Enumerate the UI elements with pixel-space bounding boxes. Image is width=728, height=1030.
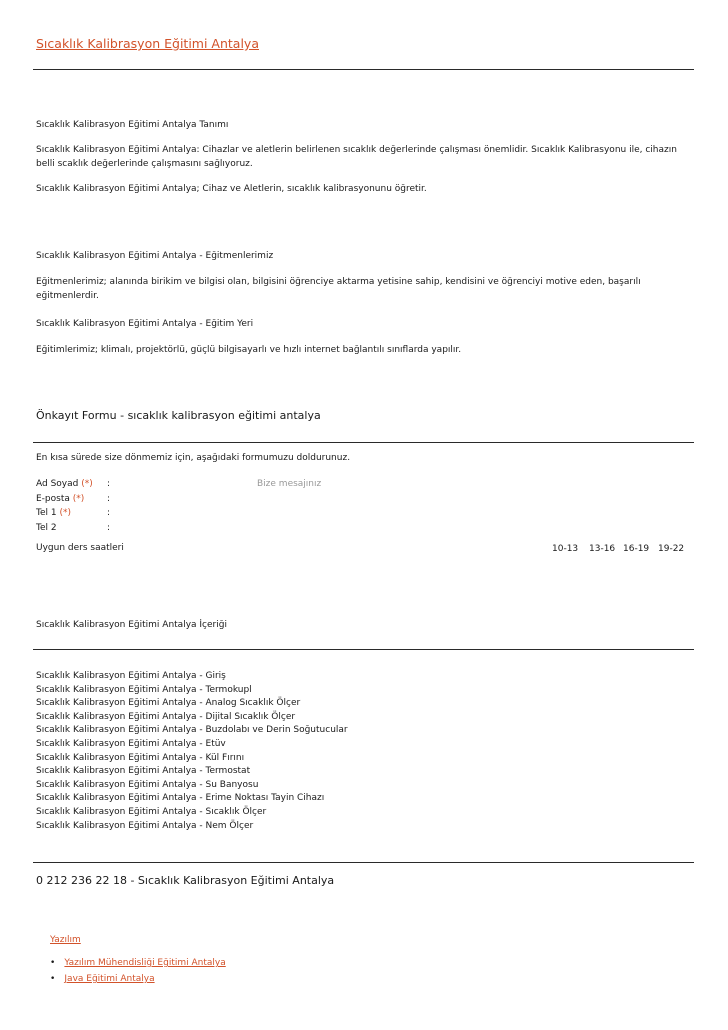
list-item: Sıcaklık Kalibrasyon Eğitimi Antalya - Termostat bbox=[36, 766, 251, 777]
list-item: Sıcaklık Kalibrasyon Eğitimi Antalya - Termokupl bbox=[36, 684, 252, 695]
form-divider bbox=[33, 442, 694, 443]
list-item: Sıcaklık Kalibrasyon Eğitimi Antalya - Kül Fırını bbox=[36, 752, 245, 763]
form-intro: En kısa sürede size dönmemiz için, aşağıdaki formumuzu doldurunuz. bbox=[36, 453, 351, 463]
hours-label: Uygun ders saatleri bbox=[36, 543, 124, 553]
footer-category-link[interactable]: Yazılım bbox=[50, 935, 81, 945]
footer-link-java[interactable]: Java Eğitimi Antalya bbox=[64, 974, 155, 984]
instructors-line2: eğitmenlerdir. bbox=[36, 290, 99, 301]
list-item: Sıcaklık Kalibrasyon Eğitimi Antalya - Su Banyosu bbox=[36, 779, 259, 790]
email-label: E-posta (*) bbox=[36, 494, 85, 504]
instructors-paragraph bbox=[36, 276, 641, 303]
instructors-heading: Sıcaklık Kalibrasyon Eğitimi Antalya - Eğitmenlerimiz bbox=[36, 251, 274, 261]
colon: : bbox=[107, 479, 111, 489]
definition-paragraph-2: Sıcaklık Kalibrasyon Eğitimi Antalya; Cihaz ve Aletlerin, sıcaklık kalibrasyonunu öğretir. bbox=[36, 184, 427, 194]
header-divider bbox=[33, 69, 694, 70]
colon: : bbox=[107, 523, 111, 533]
hour-option-16-19[interactable]: 16-19 bbox=[623, 544, 650, 554]
bullet: • bbox=[50, 958, 56, 968]
definition-paragraph-1 bbox=[36, 144, 677, 171]
hour-option-10-13[interactable]: 10-13 bbox=[552, 544, 579, 554]
form-heading: Önkayıt Formu - sıcaklık kalibrasyon eğitimi antalya bbox=[36, 409, 321, 422]
contents-list bbox=[36, 670, 348, 833]
page-title-link[interactable]: Sıcaklık Kalibrasyon Eğitimi Antalya bbox=[36, 36, 259, 51]
required-mark: (*) bbox=[81, 479, 93, 489]
list-item: Sıcaklık Kalibrasyon Eğitimi Antalya - Analog Sıcaklık Ölçer bbox=[36, 698, 301, 709]
footer-link-item bbox=[50, 966, 155, 985]
required-mark: (*) bbox=[59, 508, 71, 518]
contact-divider bbox=[33, 862, 694, 863]
message-textarea[interactable]: Bize mesajınız bbox=[257, 479, 322, 489]
list-item: Sıcaklık Kalibrasyon Eğitimi Antalya - Etüv bbox=[36, 738, 226, 749]
hour-option-13-16[interactable]: 13-16 bbox=[589, 544, 616, 554]
hour-option-19-22[interactable]: 19-22 bbox=[658, 544, 685, 554]
instructors-line1: Eğitmenlerimiz; alanında birikim ve bilgisi olan, bilgisini öğrenciye aktarma yetisine sahip, kendisini ve öğrenciyi motive eden, başarılı bbox=[36, 277, 641, 287]
required-mark: (*) bbox=[72, 494, 85, 504]
definition-heading: Sıcaklık Kalibrasyon Eğitimi Antalya Tanımı bbox=[36, 120, 229, 130]
tel2-label: Tel 2 bbox=[36, 523, 57, 533]
colon: : bbox=[107, 494, 111, 504]
list-item: Sıcaklık Kalibrasyon Eğitimi Antalya - Erime Noktası Tayin Cihazı bbox=[36, 793, 325, 804]
contents-heading: Sıcaklık Kalibrasyon Eğitimi Antalya İçeriği bbox=[36, 620, 227, 630]
colon: : bbox=[107, 508, 111, 518]
contact-line: 0 212 236 22 18 - Sıcaklık Kalibrasyon Eğitimi Antalya bbox=[36, 874, 335, 887]
bullet: • bbox=[50, 974, 56, 984]
list-item: Sıcaklık Kalibrasyon Eğitimi Antalya - Buzdolabı ve Derin Soğutucular bbox=[36, 725, 348, 736]
list-item: Sıcaklık Kalibrasyon Eğitimi Antalya - Sıcaklık Ölçer bbox=[36, 806, 267, 817]
name-label: Ad Soyad (*) bbox=[36, 479, 93, 489]
definition-para1-line1: Sıcaklık Kalibrasyon Eğitimi Antalya: Cihazlar ve aletlerin belirlenen sıcaklık değerlerinde çalışması önemlidir. Sıcaklık Kalibrasyonu ile, cihazın bbox=[36, 145, 677, 155]
list-item: Sıcaklık Kalibrasyon Eğitimi Antalya - Nem Ölçer bbox=[36, 820, 254, 831]
list-item: Sıcaklık Kalibrasyon Eğitimi Antalya - Giriş bbox=[36, 671, 226, 681]
list-item: Sıcaklık Kalibrasyon Eğitimi Antalya - Dijital Sıcaklık Ölçer bbox=[36, 711, 296, 722]
location-text: Eğitimlerimiz; klimalı, projektörlü, güçlü bilgisayarlı ve hızlı internet bağlantılı sınıflarda yapılır. bbox=[36, 345, 462, 355]
location-heading: Sıcaklık Kalibrasyon Eğitimi Antalya - Eğitim Yeri bbox=[36, 319, 254, 329]
contents-divider bbox=[33, 649, 694, 650]
tel1-label: Tel 1 (*) bbox=[36, 508, 71, 518]
footer-link-software-engineering[interactable]: Yazılım Mühendisliği Eğitimi Antalya bbox=[64, 958, 226, 968]
definition-para1-line2: belli scaklık değerlerinde çalışmasını sağlıyoruz. bbox=[36, 158, 253, 169]
